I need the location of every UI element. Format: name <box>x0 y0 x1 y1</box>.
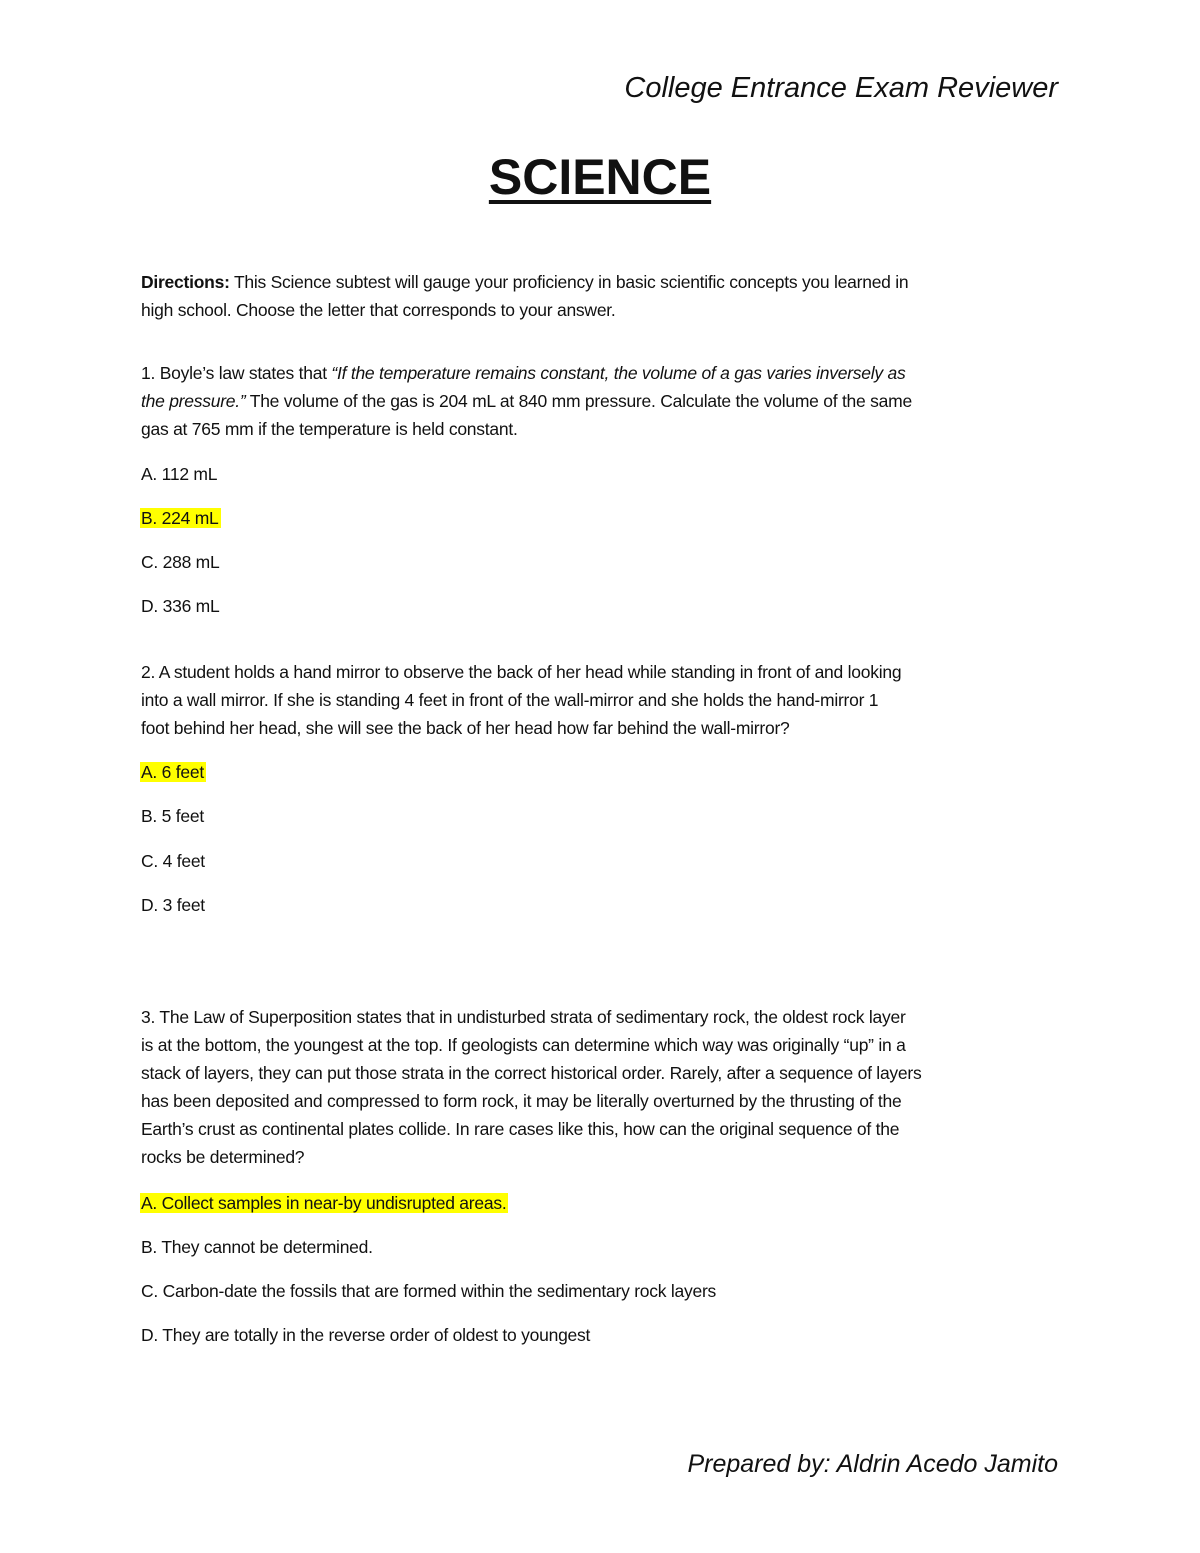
option-3b[interactable] <box>141 1234 373 1260</box>
question-1 <box>141 359 912 443</box>
option-letter: B. <box>141 508 158 528</box>
option-2c[interactable] <box>141 848 205 874</box>
question-3 <box>141 1003 921 1171</box>
option-3c[interactable] <box>141 1278 716 1304</box>
option-2a-correct[interactable] <box>141 759 206 785</box>
question-text: Boyle’s law states that <box>159 363 332 383</box>
question-line <box>141 387 912 415</box>
question-line: Earth’s crust as continental plates collide. In rare cases like this, how can the original sequence of the <box>141 1119 900 1139</box>
option-1c[interactable] <box>141 549 220 575</box>
question-line: into a wall mirror. If she is standing 4 feet in front of the wall-mirror and she holds the hand-mirror 1 <box>141 690 879 710</box>
question-number: 1. <box>141 363 156 383</box>
directions-label: Directions: <box>141 272 230 292</box>
option-text: 3 feet <box>162 895 205 915</box>
question-line <box>141 1003 921 1031</box>
option-2b[interactable] <box>141 803 204 829</box>
option-3a-correct[interactable] <box>141 1190 508 1216</box>
option-letter: D. <box>141 895 158 915</box>
option-text: 224 mL <box>161 508 219 528</box>
option-text: 5 feet <box>161 806 204 826</box>
question-2 <box>141 658 901 742</box>
option-text: 6 feet <box>161 762 204 782</box>
directions-line-2: high school. Choose the letter that corresponds to your answer. <box>141 300 616 320</box>
option-text: 4 feet <box>162 851 205 871</box>
title-text: SCIENCE <box>488 149 712 205</box>
question-line <box>141 658 901 686</box>
directions <box>141 268 908 324</box>
option-letter: B. <box>141 1237 158 1257</box>
question-line: is at the bottom, the youngest at the top. If geologists can determine which way was originally “up” in a <box>141 1035 906 1055</box>
question-line: has been deposited and compressed to form rock, it may be literally overturned by the thrusting of the <box>141 1091 902 1111</box>
option-1a[interactable] <box>141 461 217 487</box>
option-letter: C. <box>141 552 158 572</box>
question-line: foot behind her head, she will see the back of her head how far behind the wall-mirror? <box>141 718 790 738</box>
option-letter: A. <box>141 1193 158 1213</box>
directions-text: This Science subtest will gauge your proficiency in basic scientific concepts you learned in <box>233 272 909 292</box>
answer-highlight <box>140 762 206 782</box>
question-number: 2. <box>141 662 156 682</box>
answer-highlight <box>140 508 221 528</box>
question-line <box>141 359 912 387</box>
option-1b-correct[interactable] <box>141 505 221 531</box>
option-letter: A. <box>141 762 158 782</box>
question-number: 3. <box>141 1007 156 1027</box>
question-text: The Law of Superposition states that in undisturbed strata of sedimentary rock, the oldest rock layer <box>159 1007 906 1027</box>
option-letter: C. <box>141 1281 158 1301</box>
question-text: The volume of the gas is 204 mL at 840 mm pressure. Calculate the volume of the same <box>245 391 912 411</box>
option-letter: D. <box>141 596 158 616</box>
option-text: They cannot be determined. <box>161 1237 373 1257</box>
option-text: 336 mL <box>162 596 220 616</box>
option-text: They are totally in the reverse order of oldest to youngest <box>162 1325 591 1345</box>
option-text: Collect samples in near-by undisrupted areas. <box>161 1193 507 1213</box>
option-text: 288 mL <box>162 552 220 572</box>
question-line: rocks be determined? <box>141 1147 305 1167</box>
question-line: stack of layers, they can put those strata in the correct historical order. Rarely, after a sequence of layers <box>141 1063 922 1083</box>
question-line: gas at 765 mm if the temperature is held constant. <box>141 419 518 439</box>
option-letter: A. <box>141 464 158 484</box>
directions-line-1 <box>141 268 908 296</box>
option-2d[interactable] <box>141 892 205 918</box>
prepared-by-footer: Prepared by: Aldrin Acedo Jamito <box>687 1450 1058 1478</box>
question-text: A student holds a hand mirror to observe the back of her head while standing in front of and looking <box>158 662 902 682</box>
quote-text: “If the temperature remains constant, the volume of a gas varies inversely as <box>331 363 906 383</box>
option-text: 112 mL <box>161 464 218 484</box>
running-header: College Entrance Exam Reviewer <box>624 72 1058 104</box>
option-1d[interactable] <box>141 593 220 619</box>
option-letter: D. <box>141 1325 158 1345</box>
option-text: Carbon-date the fossils that are formed within the sedimentary rock layers <box>162 1281 717 1301</box>
quote-text: the pressure.” <box>141 391 246 411</box>
option-letter: C. <box>141 851 158 871</box>
page-title <box>0 148 1200 206</box>
answer-highlight <box>140 1193 508 1213</box>
option-3d[interactable] <box>141 1322 590 1348</box>
option-letter: B. <box>141 806 158 826</box>
